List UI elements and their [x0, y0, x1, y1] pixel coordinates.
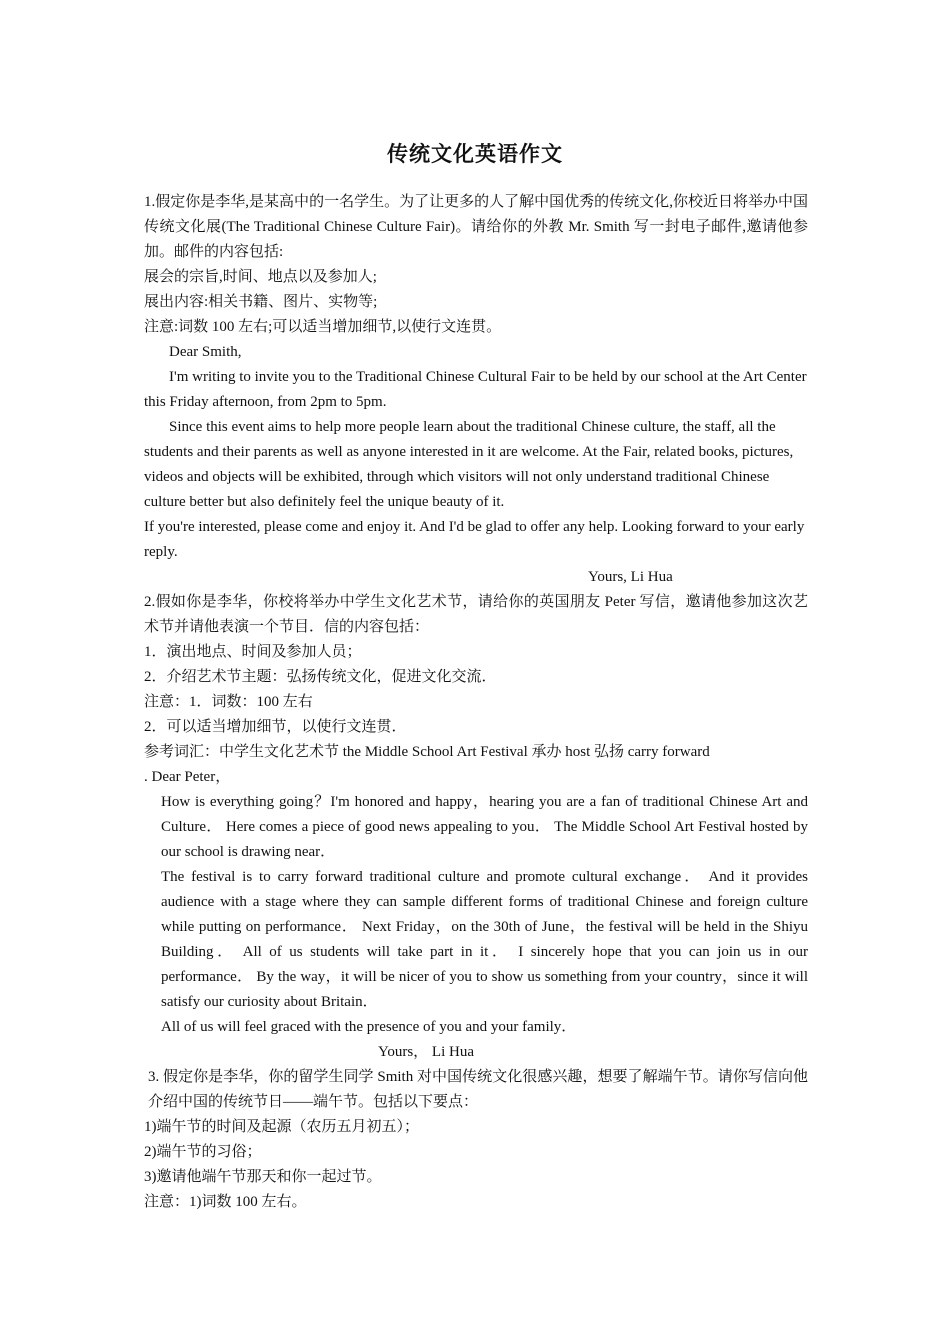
q2-point: 2．介绍艺术节主题：弘扬传统文化，促进文化交流． — [144, 669, 497, 685]
q2-signature: Yours， Li Hua — [378, 1044, 474, 1060]
q1-prompt: 1.假定你是李华,是某高中的一名学生。为了让更多的人了解中国优秀的传统文化,你校近日将举办中国传统文化展(The Traditional Chinese Culture Fair)。请给你的外教 Mr. Smith 写一封电子邮件,邀请他参加。邮件的内容包括: — [144, 194, 808, 260]
q1-paragraph-2: Since this event aims to help more people learn about the traditional Chinese culture, the staff, all the students and their parents as well as anyone interested in it are welcome. At the Fair, related books, pictures, videos and objects will be exhibited, through which visitors will not only understand traditional Chinese culture better but also definitely feel the unique beauty of it. — [144, 419, 794, 510]
q1-paragraph-3: If you're interested, please come and enjoy it. And I'd be glad to offer any help. Looking forward to your early reply. — [144, 519, 805, 560]
q3-point: 3)邀请他端午节那天和你一起过节。 — [144, 1169, 382, 1185]
q2-point: 2．可以适当增加细节，以使行文连贯． — [144, 719, 407, 735]
q2-paragraph-2: The festival is to carry forward traditional culture and promote cultural exchange． And it provides audience with a stage where they can sample different forms of traditional Chinese and foreign culture while putting on performance． Next Friday，on the 30th of June，the festival will be held in the Shiyu Building． All of us students will take part in it． I sincerely hope that you can join us in our performance． By the way，it will be nicer of you to show us something from your country，since it will satisfy our curiosity about Britain． — [161, 869, 808, 1010]
q1-greeting: Dear Smith, — [169, 344, 242, 360]
q3-point: 2)端午节的习俗； — [144, 1144, 262, 1160]
q2-paragraph-1: How is everything going？I'm honored and happy，hearing you are a fan of traditional Chinese Art and Culture． Here comes a piece of good news appealing to you． The Middle School Art Festival hosted by our school is drawing near． — [161, 794, 808, 860]
q2-vocabulary: 参考词汇：中学生文化艺术节 the Middle School Art Festival 承办 host 弘扬 carry forward — [144, 744, 710, 760]
q1-signature: Yours, Li Hua — [588, 569, 673, 585]
q2-point: 注意：1．词数：100 左右 — [144, 694, 313, 710]
q3-point: 注意：1)词数 100 左右。 — [144, 1194, 307, 1210]
q2-paragraph-3: All of us will feel graced with the presence of you and your family． — [161, 1019, 577, 1035]
q1-point: 注意:词数 100 左右;可以适当增加细节,以使行文连贯。 — [144, 319, 502, 335]
q1-point: 展出内容:相关书籍、图片、实物等; — [144, 294, 378, 310]
q1-paragraph-1: I'm writing to invite you to the Traditional Chinese Cultural Fair to be held by our school at the Art Center this Friday afternoon, from 2pm to 5pm. — [144, 369, 807, 410]
q3-point: 1)端午节的时间及起源（农历五月初五）； — [144, 1119, 419, 1135]
q2-point: 1．演出地点、时间及参加人员； — [144, 644, 362, 660]
q2-prompt: 2.假如你是李华，你校将举办中学生文化艺术节，请给你的英国朋友 Peter 写信，邀请他参加这次艺术节并请他表演一个节目．信的内容包括： — [144, 594, 808, 635]
q1-point: 展会的宗旨,时间、地点以及参加人; — [144, 269, 377, 285]
q2-greeting: . Dear Peter， — [144, 769, 231, 785]
document-body — [144, 190, 808, 1215]
q3-prompt: 3. 假定你是李华，你的留学生同学 Smith 对中国传统文化很感兴趣，想要了解端午节。请你写信向他介绍中国的传统节日——端午节。包括以下要点： — [148, 1069, 808, 1110]
page-title: 传统文化英语作文 — [387, 142, 563, 166]
q2-letter-body — [144, 790, 808, 1040]
